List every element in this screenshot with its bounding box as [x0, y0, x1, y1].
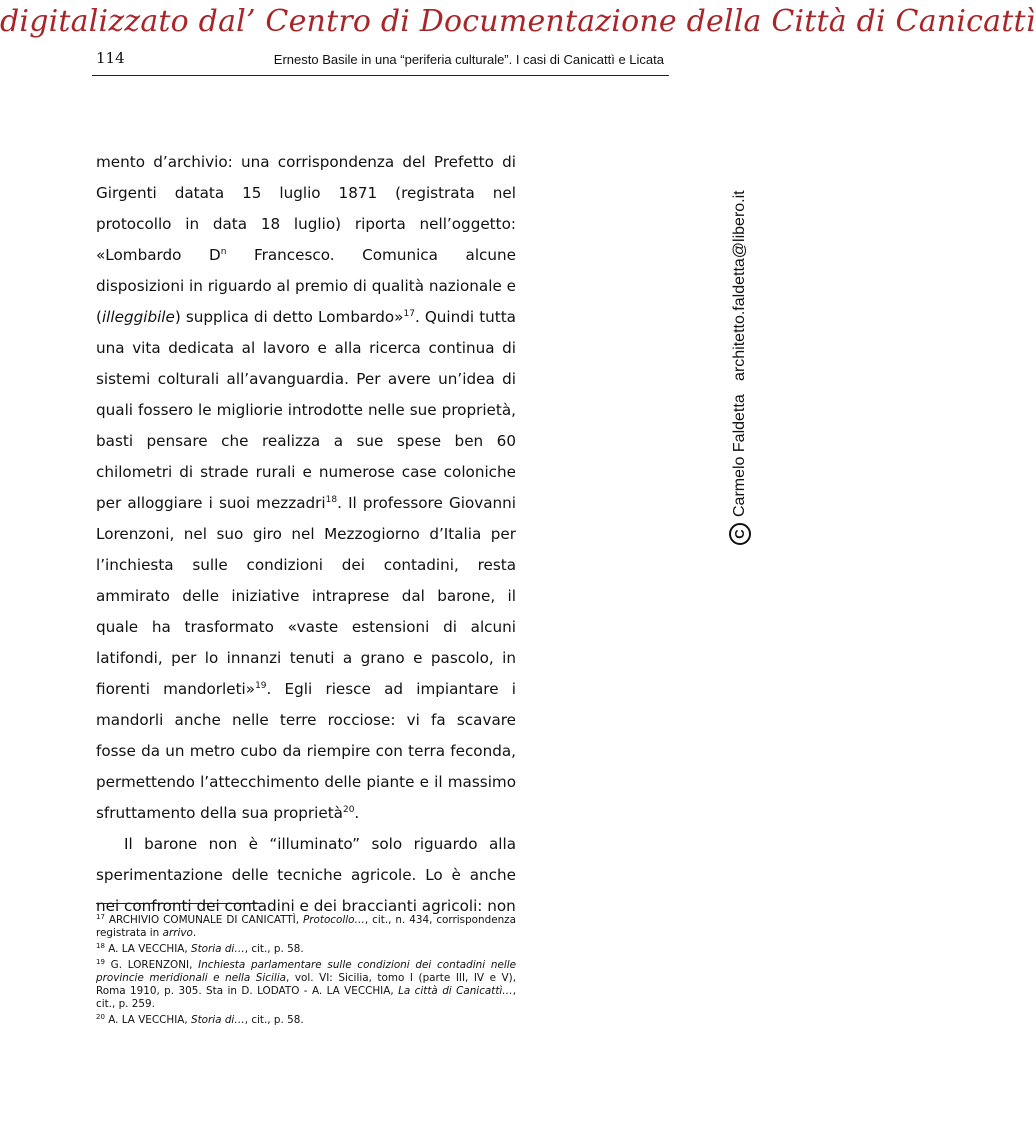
- footnote-ref-18[interactable]: 18: [325, 495, 338, 505]
- paragraph-2: Il barone non è “illuminato” solo riguardo alla sperimentazione delle tecniche agricole. Lo è anche nei confronti dei contadini e dei braccianti agricoli: non: [96, 835, 516, 915]
- watermark-text: Carmelo Faldetta architetto.faldetta@libero.it: [731, 190, 748, 517]
- header-rule: [92, 75, 669, 76]
- superscript-n: n: [220, 247, 227, 257]
- paragraph-1: mento d’archivio: una corrispondenza del Prefetto di Girgenti datata 15 luglio 1871 (registrata nel protocollo in data 18 luglio) riporta nell’oggetto: «Lombardo $D^n$ Francesco. Comunica alcune disposizioni in riguardo al premio di qualità nazionale e (illeggibile) supplica di detto Lombardo»$^{17}$. Quindi tutta una vita dedicata al lavoro e alla ricerca continua di sistemi colturali all’avanguardia. Per avere un’idea di quali fossero le migliorie introdotte nelle sue proprietà, basti pensare che realizza a sue spese ben 60 chilometri di strade rurali e numerose case coloniche per alloggiare i suoi mezzadri$^{18}$. Il professore Giovanni Lorenzoni, nel suo giro nel Mezzogiorno d’Italia per l’inchiesta sulle condizioni dei contadini, resta ammirato delle iniziative intraprese dal barone, il quale ha trasformato «vaste estensioni di alcuni latifondi, per lo innanzi tenuti a grano e pascolo, in fiorenti mandorleti»$^{19}$. Egli riesce ad impiantare i mandorli anche nelle terre rocciose: vi fa scavare fosse da un metro cubo da riempire con terra feconda, permettendo l’attecchimento delle piante e il massimo sfruttamento della sua proprietà$^{20}$.: [96, 153, 516, 822]
- footnote-18: $^{18}$ A. LA VECCHIA, Storia di…, cit., p. 58.: [96, 942, 304, 955]
- footnote-rule: [96, 903, 259, 904]
- digitization-banner: digitalizzato dal’ Centro di Documentazione della Città di Canicattì: [0, 4, 1036, 39]
- footnote-20: $^{20}$ A. LA VECCHIA, Storia di…, cit., p. 58.: [96, 1013, 304, 1026]
- footnote-ref-20[interactable]: 20: [342, 805, 355, 815]
- footnotes: [96, 914, 516, 1030]
- copyright-icon: C: [729, 523, 751, 545]
- footnote-17: $^{17}$ ARCHIVIO COMUNALE DI CANICATTÌ, Protocollo…, cit., n. 434, corrispondenza registrata in arrivo.: [96, 913, 517, 939]
- footnote-19: $^{19}$ G. LORENZONI, Inchiesta parlamentare sulle condizioni dei contadini nelle provincie meridionali e nella Sicilia, vol. VI: Sicilia, tomo I (parte III, IV e V), Roma 1910, p. 305. Sta in D. LODATO - A. LA VECCHIA, La città di Canicattì…, cit., p. 259.: [96, 958, 517, 1010]
- body-text: [96, 147, 516, 922]
- footnote-ref-17[interactable]: 17: [403, 309, 415, 319]
- running-title: Ernesto Basile in una “periferia culturale”. I casi di Canicattì e Licata: [273, 52, 664, 67]
- page-number: 114: [96, 49, 125, 67]
- footnote-ref-19[interactable]: 19: [255, 681, 267, 691]
